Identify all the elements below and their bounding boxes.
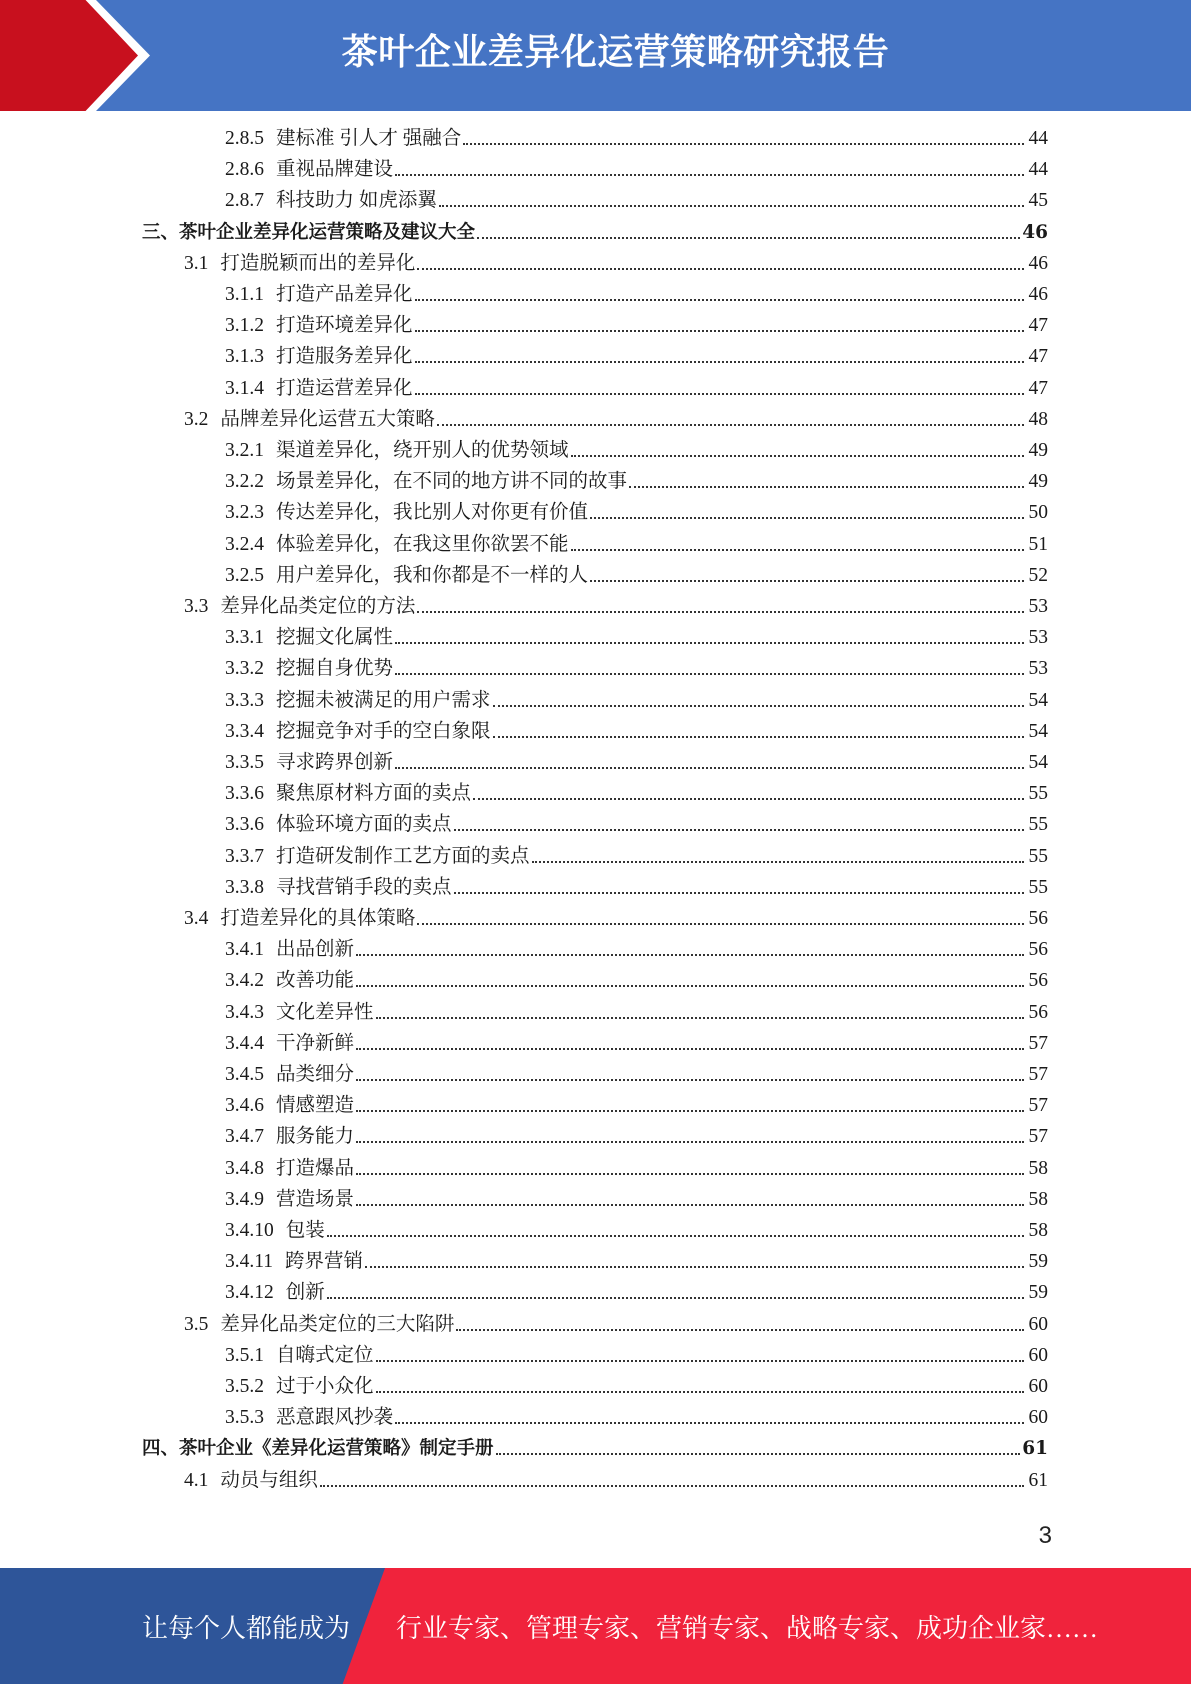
toc-entry-page: 52: [1028, 564, 1048, 586]
toc-entry[interactable]: [225, 1219, 1048, 1243]
toc-dot-leader: [356, 1110, 1024, 1112]
toc-entry-title: 挖掘竞争对手的空白象限: [276, 720, 491, 742]
toc-entry-number: 3.3.6: [225, 814, 264, 836]
toc-entry-number: 3.4.5: [225, 1064, 264, 1085]
toc-entry-title: 挖掘未被满足的用户需求: [276, 689, 491, 711]
toc-entry-page: 56: [1028, 908, 1048, 929]
toc-entry-page: 46: [1022, 221, 1048, 243]
toc-entry[interactable]: [225, 1281, 1048, 1305]
toc-entry-number: 3.2.1: [225, 440, 264, 461]
toc-entry-page: 47: [1028, 315, 1048, 337]
toc-entry-title: 打造环境差异化: [276, 315, 413, 337]
toc-entry-number: 3.2.4: [225, 533, 264, 555]
page-footer: [0, 1568, 1191, 1684]
toc-entry-number: 3.3.8: [225, 876, 264, 898]
toc-entry-title: 体验环境方面的卖点: [276, 814, 452, 836]
toc-dot-leader: [395, 673, 1024, 675]
toc-dot-leader: [437, 424, 1024, 426]
toc-entry-number: 3.3.6: [225, 783, 264, 805]
toc-entry-page: 58: [1028, 1188, 1048, 1210]
toc-entry-page: 47: [1028, 346, 1048, 368]
toc-entry-number: 3.4.8: [225, 1157, 264, 1179]
toc-entry-title: 用户差异化，我和你都是不一样的人: [276, 564, 589, 586]
toc-dot-leader: [493, 736, 1024, 738]
toc-entry-title: 传达差异化，我比别人对你更有价值: [276, 502, 589, 524]
toc-entry-page: 47: [1028, 377, 1048, 399]
toc-dot-leader: [415, 393, 1024, 395]
toc-entry-number: 3.3.2: [225, 658, 264, 680]
toc-dot-leader: [376, 1017, 1024, 1019]
toc-entry-number: 3.3.1: [225, 627, 264, 649]
toc-entry[interactable]: [225, 345, 1048, 369]
toc-entry[interactable]: [225, 189, 1048, 213]
toc-entry-page: 60: [1028, 1313, 1048, 1335]
toc-dot-leader: [590, 580, 1024, 582]
toc-dot-leader: [439, 205, 1024, 207]
toc-entry-page: 53: [1028, 658, 1048, 680]
toc-entry[interactable]: [225, 314, 1048, 338]
toc-entry[interactable]: [184, 595, 1048, 619]
toc-dot-leader: [571, 549, 1024, 551]
toc-entry-page: 44: [1028, 128, 1048, 149]
toc-entry-page: 53: [1028, 627, 1048, 649]
toc-entry[interactable]: [225, 564, 1048, 588]
toc-entry[interactable]: [225, 689, 1048, 713]
toc-entry-number: 3.4.4: [225, 1032, 264, 1054]
footer-slogan-left: 让每个人都能成为: [142, 1614, 351, 1643]
toc-dot-leader: [395, 642, 1024, 644]
toc-entry-page: 54: [1028, 720, 1048, 742]
toc-entry[interactable]: [225, 938, 1048, 962]
toc-entry-page: 55: [1028, 783, 1048, 805]
toc-dot-leader: [493, 705, 1024, 707]
footer-slogan-right: 行业专家、管理专家、营销专家、战略专家、成功企业家……: [396, 1614, 1099, 1643]
toc-entry[interactable]: [225, 751, 1048, 775]
toc-entry-title: 营造场景: [276, 1188, 355, 1210]
toc-entry[interactable]: [184, 252, 1048, 276]
toc-entry[interactable]: [142, 1437, 1048, 1461]
toc-entry-title: 差异化品类定位的方法: [220, 596, 416, 617]
toc-dot-leader: [454, 892, 1024, 894]
toc-entry[interactable]: [225, 1125, 1048, 1149]
toc-entry-page: 48: [1028, 408, 1048, 430]
toc-dot-leader: [356, 954, 1024, 956]
toc-entry[interactable]: [225, 1375, 1048, 1399]
toc-entry[interactable]: [225, 626, 1048, 650]
toc-dot-leader: [376, 1391, 1024, 1393]
toc-dot-leader: [590, 517, 1024, 519]
toc-entry-page: 57: [1028, 1064, 1048, 1085]
toc-entry-page: 61: [1022, 1438, 1048, 1460]
toc-entry-title: 打造产品差异化: [276, 284, 413, 305]
toc-dot-leader: [365, 1266, 1024, 1268]
toc-entry[interactable]: [142, 221, 1048, 245]
toc-entry-title: 干净新鲜: [276, 1032, 355, 1054]
toc-entry-number: 3.4.1: [225, 939, 264, 961]
toc-entry[interactable]: [225, 782, 1048, 806]
toc-entry-title: 四、茶叶企业《差异化运营策略》制定手册: [142, 1438, 494, 1460]
toc-dot-leader: [356, 1173, 1024, 1175]
toc-dot-leader: [417, 923, 1024, 925]
toc-dot-leader: [496, 1453, 1021, 1455]
toc-entry-page: 46: [1028, 252, 1048, 274]
toc-entry[interactable]: [225, 533, 1048, 557]
toc-entry[interactable]: [225, 845, 1048, 869]
toc-entry-title: 渠道差异化，绕开别人的优势领域: [276, 440, 569, 461]
toc-entry[interactable]: [225, 127, 1048, 151]
toc-entry-title: 跨界营销: [285, 1251, 364, 1273]
toc-entry-title: 品牌差异化运营五大策略: [220, 408, 435, 430]
toc-entry-title: 挖掘文化属性: [276, 627, 394, 649]
toc-entry-page: 57: [1028, 1126, 1048, 1148]
toc-dot-leader: [629, 486, 1024, 488]
toc-entry-title: 服务能力: [276, 1126, 355, 1148]
toc-dot-leader: [356, 985, 1024, 987]
toc-dot-leader: [415, 361, 1024, 363]
toc-entry[interactable]: [225, 657, 1048, 681]
toc-entry[interactable]: [225, 158, 1048, 182]
toc-dot-leader: [327, 1235, 1024, 1237]
toc-entry-title: 差异化品类定位的三大陷阱: [220, 1313, 455, 1335]
toc-entry[interactable]: [225, 377, 1048, 401]
toc-entry[interactable]: [225, 470, 1048, 494]
toc-dot-leader: [417, 268, 1024, 270]
toc-entry-title: 动员与组织: [220, 1469, 318, 1491]
toc-entry-number: 3.2: [184, 408, 209, 430]
toc-entry-page: 57: [1028, 1095, 1048, 1117]
toc-dot-leader: [532, 861, 1024, 863]
toc-entry-page: 57: [1028, 1032, 1048, 1054]
toc-entry-title: 打造差异化的具体策略: [220, 908, 416, 929]
toc-dot-leader: [395, 1422, 1024, 1424]
toc-entry-number: 3.3.3: [225, 689, 264, 711]
toc-entry-number: 3.5.3: [225, 1407, 264, 1429]
toc-entry-page: 56: [1028, 970, 1048, 992]
toc-entry-title: 恶意跟风抄袭: [276, 1407, 394, 1429]
toc-entry-title: 聚焦原材料方面的卖点: [276, 783, 472, 805]
toc-dot-leader: [477, 237, 1020, 239]
toc-entry-number: 3.4.2: [225, 970, 264, 992]
toc-entry-page: 53: [1028, 596, 1048, 617]
toc-entry-number: 3.1: [184, 252, 209, 274]
toc-entry-title: 创新: [285, 1282, 325, 1304]
toc-entry-title: 自嗨式定位: [276, 1344, 374, 1366]
toc-entry-number: 3.3: [184, 596, 209, 617]
toc-dot-leader: [473, 798, 1024, 800]
toc-entry-page: 54: [1028, 752, 1048, 773]
toc-dot-leader: [463, 143, 1024, 145]
toc-entry-page: 50: [1028, 502, 1048, 524]
toc-dot-leader: [356, 1141, 1024, 1143]
toc-dot-leader: [454, 829, 1024, 831]
toc-entry-page: 51: [1028, 533, 1048, 555]
toc-entry-title: 打造爆品: [276, 1157, 355, 1179]
toc-entry-number: 3.5.1: [225, 1344, 264, 1366]
toc-dot-leader: [376, 1360, 1024, 1362]
toc-entry[interactable]: [225, 1063, 1048, 1087]
toc-entry-page: 60: [1028, 1376, 1048, 1397]
toc-entry-number: 3.4.7: [225, 1126, 264, 1148]
toc-entry-number: 3.3.7: [225, 845, 264, 867]
toc-entry-number: 3.1.2: [225, 315, 264, 337]
toc-entry-number: 3.5: [184, 1313, 209, 1335]
toc-entry-number: 3.3.5: [225, 752, 264, 773]
toc-entry-title: 寻找营销手段的卖点: [276, 876, 452, 898]
toc-entry-page: 58: [1028, 1220, 1048, 1241]
toc-entry-title: 科技助力 如虎添翼: [276, 190, 437, 212]
toc-entry[interactable]: [225, 1406, 1048, 1430]
toc-entry-title: 品类细分: [276, 1064, 355, 1085]
toc-entry[interactable]: [225, 1188, 1048, 1212]
toc-entry-title: 文化差异性: [276, 1001, 374, 1023]
toc-entry-title: 出品创新: [276, 939, 355, 961]
toc-entry-number: 3.4: [184, 908, 209, 929]
toc-entry-title: 过于小众化: [276, 1376, 374, 1397]
toc-entry-number: 3.4.11: [225, 1251, 274, 1273]
toc-entry-page: 45: [1028, 190, 1048, 212]
toc-dot-leader: [415, 299, 1024, 301]
toc-dot-leader: [415, 330, 1024, 332]
toc-entry-number: 3.1.3: [225, 346, 264, 368]
toc-dot-leader: [356, 1204, 1024, 1206]
page-number: 3: [1038, 1522, 1052, 1549]
toc-entry-page: 55: [1028, 814, 1048, 836]
toc-entry[interactable]: [225, 876, 1048, 900]
toc-dot-leader: [327, 1297, 1024, 1299]
toc-entry-title: 打造运营差异化: [276, 377, 413, 399]
toc-entry-page: 49: [1028, 471, 1048, 493]
toc-dot-leader: [320, 1485, 1024, 1487]
toc-entry-page: 60: [1028, 1407, 1048, 1429]
toc-dot-leader: [571, 455, 1024, 457]
toc-entry[interactable]: [225, 1157, 1048, 1181]
toc-entry-number: 3.4.6: [225, 1095, 264, 1117]
toc-entry[interactable]: [225, 720, 1048, 744]
toc-entry-number: 4.1: [184, 1469, 209, 1491]
toc-entry-title: 包装: [285, 1220, 325, 1241]
toc-entry[interactable]: [225, 1001, 1048, 1025]
toc-entry[interactable]: [184, 907, 1048, 931]
toc-entry-page: 61: [1028, 1469, 1048, 1491]
toc-entry[interactable]: [184, 1469, 1048, 1493]
toc-dot-leader: [395, 767, 1024, 769]
toc-entry-page: 44: [1028, 159, 1048, 181]
toc-entry-page: 60: [1028, 1344, 1048, 1366]
toc-entry-number: 3.3.4: [225, 720, 264, 742]
toc-entry[interactable]: [225, 439, 1048, 463]
toc-entry-title: 情感塑造: [276, 1095, 355, 1117]
toc-entry-title: 挖掘自身优势: [276, 658, 394, 680]
toc-entry-number: 3.1.1: [225, 284, 264, 305]
toc-entry-number: 3.4.10: [225, 1220, 274, 1241]
toc-entry-title: 体验差异化，在我这里你欲罢不能: [276, 533, 569, 555]
toc-entry-title: 三、茶叶企业差异化运营策略及建议大全: [142, 221, 476, 243]
toc-entry-page: 59: [1028, 1251, 1048, 1273]
toc-entry-number: 3.2.5: [225, 564, 264, 586]
toc-entry-number: 3.2.3: [225, 502, 264, 524]
toc-entry-number: 2.8.7: [225, 190, 264, 212]
toc-entry-page: 49: [1028, 440, 1048, 461]
toc-entry[interactable]: [225, 1094, 1048, 1118]
toc-entry-page: 58: [1028, 1157, 1048, 1179]
toc-entry-page: 59: [1028, 1282, 1048, 1304]
toc-entry-title: 打造服务差异化: [276, 346, 413, 368]
toc-entry-number: 3.1.4: [225, 377, 264, 399]
toc-entry-page: 55: [1028, 845, 1048, 867]
toc-entry-title: 重视品牌建设: [276, 159, 394, 181]
toc-entry[interactable]: [184, 408, 1048, 432]
toc-entry[interactable]: [225, 1250, 1048, 1274]
toc-dot-leader: [417, 611, 1024, 613]
toc-entry-title: 打造脱颖而出的差异化: [220, 252, 416, 274]
toc-entry[interactable]: [225, 501, 1048, 525]
toc-dot-leader: [395, 174, 1024, 176]
toc-entry-page: 55: [1028, 876, 1048, 898]
toc-entry-number: 3.5.2: [225, 1376, 264, 1397]
toc-entry-page: 56: [1028, 939, 1048, 961]
toc-entry[interactable]: [225, 283, 1048, 307]
toc-entry[interactable]: [225, 969, 1048, 993]
toc-entry-number: 3.4.9: [225, 1188, 264, 1210]
report-title: 茶叶企业差异化运营策略研究报告: [341, 32, 890, 73]
toc-dot-leader: [456, 1329, 1024, 1331]
toc-dot-leader: [356, 1079, 1024, 1081]
toc-entry-title: 场景差异化，在不同的地方讲不同的故事: [276, 471, 628, 493]
toc-entry-page: 54: [1028, 689, 1048, 711]
toc-entry-number: 3.4.3: [225, 1001, 264, 1023]
toc-entry-title: 改善功能: [276, 970, 355, 992]
page-header: [0, 0, 1191, 111]
toc-entry-title: 建标准 引人才 强融合: [276, 128, 462, 149]
toc-entry-number: 3.4.12: [225, 1282, 274, 1304]
toc-entry[interactable]: [184, 1313, 1048, 1337]
toc-entry-page: 56: [1028, 1001, 1048, 1023]
toc-dot-leader: [356, 1048, 1024, 1050]
toc-entry-title: 寻求跨界创新: [276, 752, 394, 773]
toc-entry-page: 46: [1028, 284, 1048, 305]
toc-entry[interactable]: [225, 813, 1048, 837]
toc-entry-number: 3.2.2: [225, 471, 264, 493]
toc-entry[interactable]: [225, 1032, 1048, 1056]
toc-entry-title: 打造研发制作工艺方面的卖点: [276, 845, 530, 867]
toc-entry[interactable]: [225, 1344, 1048, 1368]
toc-entry-number: 2.8.6: [225, 159, 264, 181]
toc-entry-number: 2.8.5: [225, 128, 264, 149]
